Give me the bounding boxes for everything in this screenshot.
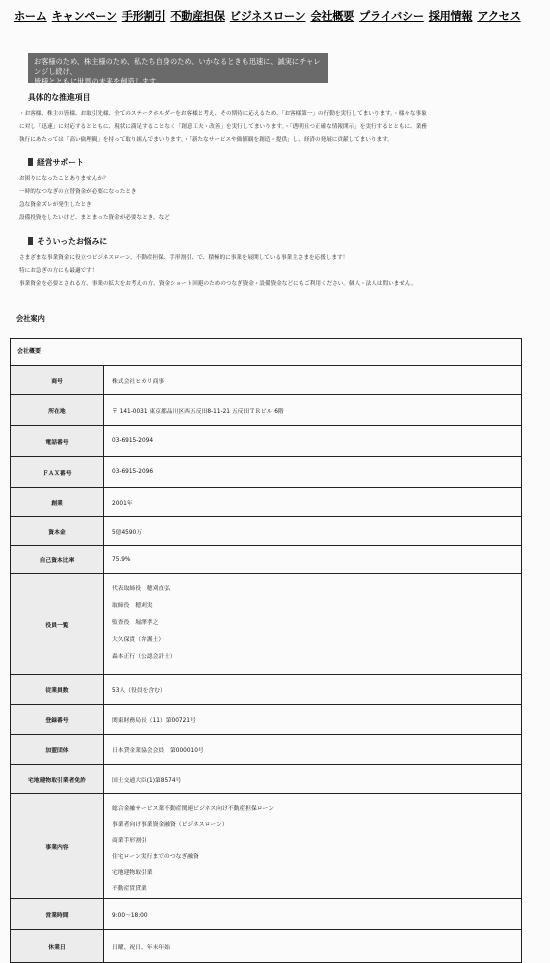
row-label: 従業員数 xyxy=(11,675,104,704)
row-value: 株式会社ヒカリ商事 xyxy=(112,378,165,385)
company-profile-table xyxy=(10,338,522,963)
heading-marker xyxy=(28,237,33,245)
nav-home-link[interactable]: ホーム xyxy=(14,10,47,23)
row-value: 03-6915-2096 xyxy=(112,469,154,475)
support-line: 急な資金ズレが発生したとき xyxy=(19,202,92,208)
measures-heading-text: 具体的な推進項目 xyxy=(28,93,91,102)
nav-privacy-link[interactable]: プライバシー xyxy=(359,10,424,23)
nav-recruit-link[interactable]: 採用情報 xyxy=(428,10,473,23)
row-value: 関東財務局長（11）第00721号 xyxy=(112,718,196,724)
support-heading-text: 経営サポート xyxy=(37,158,84,167)
row-value: 2001年 xyxy=(112,500,133,507)
business-entry: 総合金融サービス業不動産関連ビジネス向け不動産担保ローン xyxy=(112,806,275,812)
support-line: 一時的なつなぎの立替資金が必要になったとき xyxy=(19,189,137,195)
table-row xyxy=(11,735,521,765)
help-line: 事業資金を必要とされる方、事業の拡大をお考えの方、資金ショート回避のためのつなぎ資金・設備資金などにもご利用ください。個人・法人は問いません。 xyxy=(19,281,417,287)
officer-entry: 代表取締役 穂刈直弘 xyxy=(112,586,170,592)
table-row xyxy=(11,574,521,675)
business-entry: 事業者向け事業資金融資（ビジネスローン） xyxy=(112,822,228,828)
table-row xyxy=(11,765,521,794)
measures-line: ・お客様、株主の皆様、お取引先様、全てのステークホルダーをお客様と考え、その期待に応えるため、「お客様第一」の行動を実行してまいります。・様々な事象 xyxy=(19,111,427,117)
business-entry: 住宅ローン実行までのつなぎ融資 xyxy=(112,854,199,860)
table-row xyxy=(11,899,521,930)
nav-bill-discount-link[interactable]: 手形割引 xyxy=(121,10,166,23)
row-value: 国土交通大臣(1)第8574号 xyxy=(112,777,182,784)
row-label: 事業内容 xyxy=(11,794,104,898)
row-label: 自己資本比率 xyxy=(11,546,104,573)
table-row xyxy=(11,930,521,962)
business-entry: 不動産賃貸業 xyxy=(112,886,147,892)
row-value: 03-6915-2094 xyxy=(112,438,154,444)
support-text xyxy=(19,173,170,225)
measures-text xyxy=(19,108,427,147)
officer-entry: 大久保貴（弁護士） xyxy=(112,637,165,643)
help-heading xyxy=(28,236,107,247)
business-list xyxy=(104,794,521,898)
row-label: 登録番号 xyxy=(11,705,104,734)
table-row xyxy=(11,546,521,574)
table-row xyxy=(11,457,521,488)
row-value: 〒 141-0031 東京都品川区西五反田8-11-21 五反田ＴＲビル 6階 xyxy=(112,408,284,415)
row-label: 商号 xyxy=(11,366,104,394)
help-line: 特にお急ぎの方にも最適です！ xyxy=(19,268,98,274)
help-line: さまざまな事業資金に役立つビジネスローン、不動産担保、手形割引、で、積極的に事業を展開している事業主さまを応援します！ xyxy=(19,255,349,261)
table-row xyxy=(11,675,521,705)
row-label: 宅地建物取引業者免許 xyxy=(11,765,104,793)
main-navigation xyxy=(14,8,538,24)
row-value: 日曜、祝日、年末年始 xyxy=(112,944,170,951)
nav-real-estate-link[interactable]: 不動産担保 xyxy=(170,10,225,23)
support-line: 設備投資をしたいけど、まとまった資金が必要なとき、など xyxy=(19,215,170,221)
officer-entry: 森本正行（公認会計士） xyxy=(112,654,176,660)
philosophy-banner xyxy=(28,53,328,86)
row-value: 9:00～18:00 xyxy=(112,912,148,919)
row-label: 電話番号 xyxy=(11,426,104,456)
row-label: ＦＡＸ番号 xyxy=(11,457,104,487)
help-heading-text: そういったお悩みに xyxy=(37,237,108,246)
row-value: 5億4590万 xyxy=(112,529,143,536)
officer-entry: 監査役 堀澤孝之 xyxy=(112,620,159,626)
nav-business-loan-link[interactable]: ビジネスローン xyxy=(229,10,306,23)
measures-line: に対し「迅速」に対応するとともに、現状に満足することなく「創意工夫・改善」を実行してまいります。・「透明且つ正確な情報開示」を実行するとともに、業務 xyxy=(19,124,427,130)
table-row xyxy=(11,705,521,735)
support-line: お困りになったことありませんか？ xyxy=(19,176,109,182)
support-heading xyxy=(28,157,84,168)
banner-line: お客様のため、株主様のため、私たち自身のため、いかなるときも迅速に、誠実にチャレンジし続け、 xyxy=(34,57,321,76)
business-entry: 商業手形割引 xyxy=(112,838,147,844)
row-value: 75.9% xyxy=(112,556,131,563)
table-row xyxy=(11,517,521,546)
nav-company-link[interactable]: 会社概要 xyxy=(310,10,355,23)
officer-entry: 取締役 穂刈実 xyxy=(112,603,153,609)
table-row xyxy=(11,426,521,457)
row-label: 役員一覧 xyxy=(11,574,104,674)
table-row xyxy=(11,794,521,899)
officer-list xyxy=(104,574,521,674)
row-label: 資本金 xyxy=(11,517,104,545)
table-row xyxy=(11,366,521,395)
table-caption: 会社概要 xyxy=(11,339,521,366)
row-label: 営業時間 xyxy=(11,899,104,929)
row-value: 53人（役員を含む） xyxy=(112,688,166,694)
measures-heading xyxy=(28,92,90,103)
row-label: 休業日 xyxy=(11,930,104,962)
row-value: 日本貸金業協会会員 第000010号 xyxy=(112,748,204,754)
measures-line: 執行にあたっては「高い倫理観」を持って取り組んでまいります。・「新たなサービスや価値観を創造・提供」し、経済の発展に貢献してまいります。 xyxy=(19,137,393,143)
heading-marker xyxy=(28,158,33,166)
banner-line: 皆様とともに世界の未来を創造します。 xyxy=(34,77,163,86)
table-row xyxy=(11,395,521,426)
company-section-title: 会社案内 xyxy=(16,314,45,323)
nav-campaign-link[interactable]: キャンペーン xyxy=(51,10,117,23)
help-text xyxy=(19,252,416,291)
row-label: 創業 xyxy=(11,488,104,516)
business-entry: 宅地建物取引業 xyxy=(112,870,153,876)
row-label: 加盟団体 xyxy=(11,735,104,764)
row-label: 所在地 xyxy=(11,395,104,425)
table-row xyxy=(11,488,521,517)
nav-access-link[interactable]: アクセス xyxy=(477,10,521,23)
